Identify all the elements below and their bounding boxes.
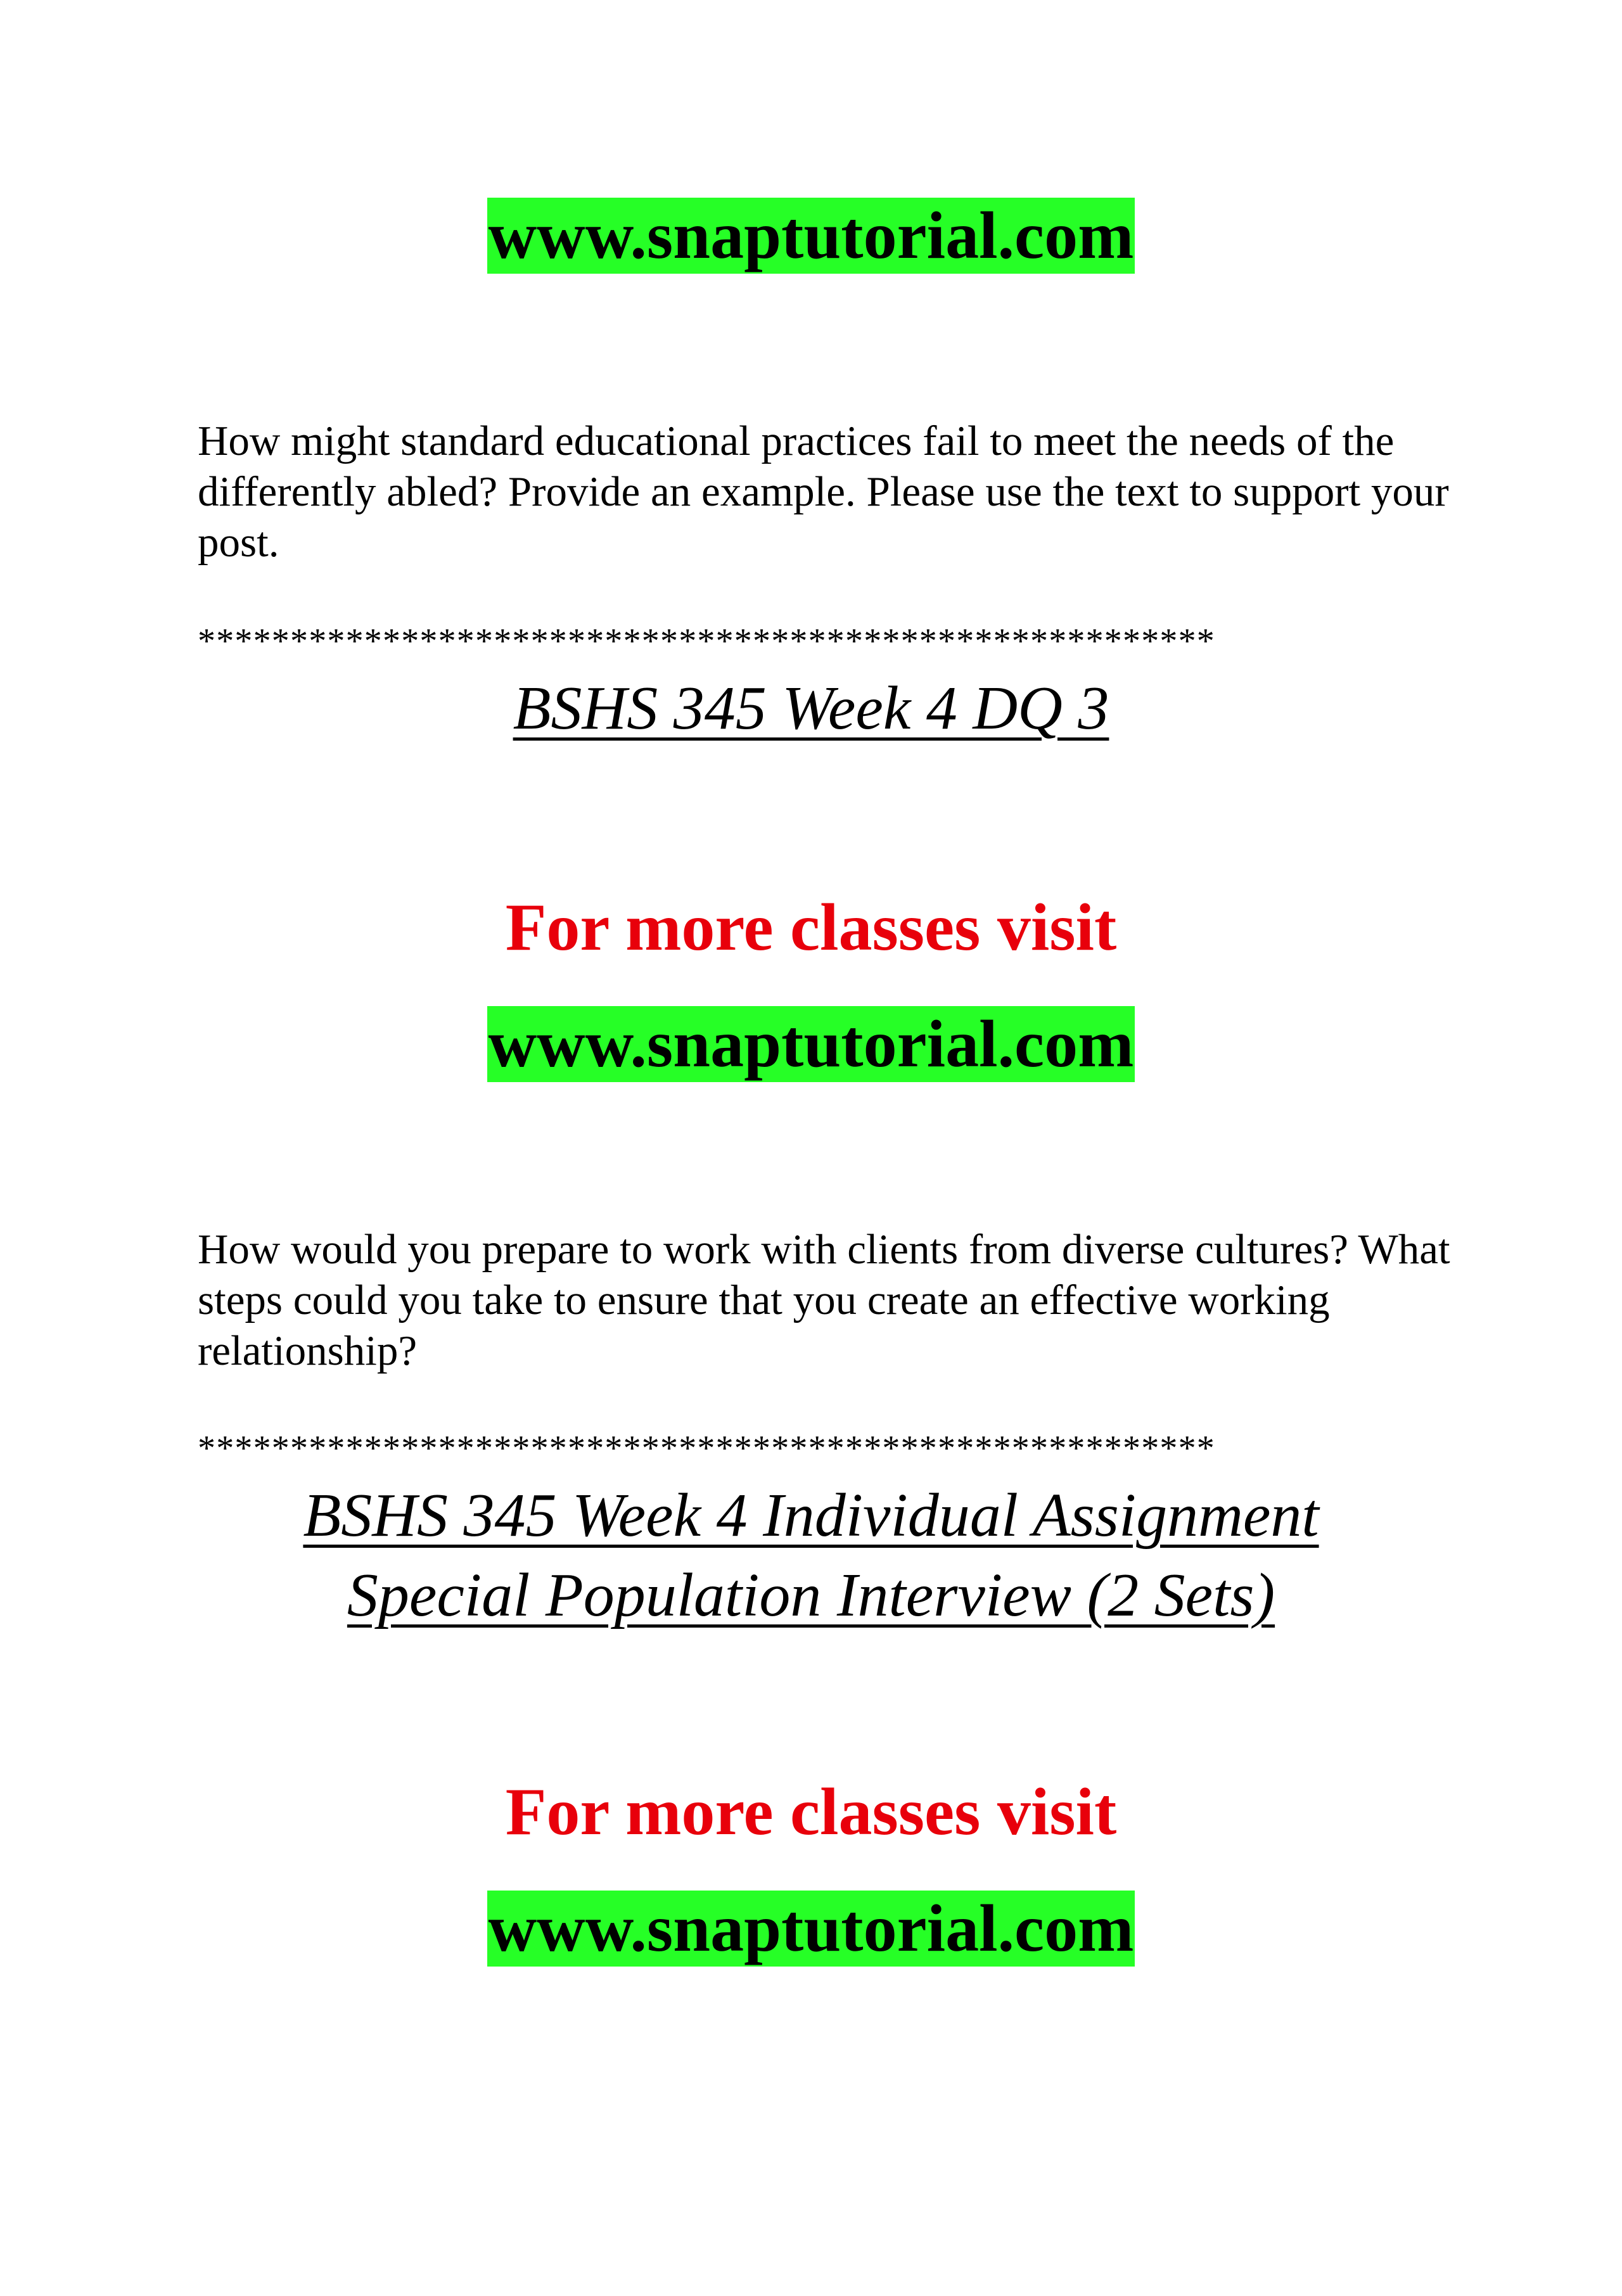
divider-asterisks-2: ******************************************************* [198, 1429, 1215, 1468]
section-title-2-line2 [0, 1556, 1622, 1635]
section-title-1-text[interactable]: BSHS 345 Week 4 DQ 3 [513, 674, 1109, 743]
site-url-block-2 [0, 1006, 1622, 1082]
site-url-block-1 [0, 198, 1622, 274]
site-url-link-3[interactable]: www.snaptutorial.com [488, 1891, 1134, 1965]
section-title-2-line1-text[interactable]: BSHS 345 Week 4 Individual Assignment [303, 1481, 1319, 1550]
site-url-link-2[interactable]: www.snaptutorial.com [488, 1007, 1134, 1081]
site-url-block-3 [0, 1891, 1622, 1967]
promo-text-1: For more classes visit [505, 890, 1117, 964]
site-url-link-1[interactable]: www.snaptutorial.com [488, 198, 1134, 272]
question-text-2: How would you prepare to work with clients from diverse cultures? What steps could you take to ensure that you create an effective working relationship? [198, 1226, 1450, 1374]
divider-asterisks-1: ******************************************************* [198, 622, 1215, 661]
question-text-1: How might standard educational practices fail to meet the needs of the differently abled? Provide an example. Please use the text to support your post. [198, 418, 1449, 566]
section-title-1 [0, 669, 1622, 748]
section-title-2-line2-text[interactable]: Special Population Interview (2 Sets) [347, 1561, 1275, 1630]
section-title-2-line1 [0, 1476, 1622, 1555]
promo-text-2: For more classes visit [505, 1775, 1117, 1849]
